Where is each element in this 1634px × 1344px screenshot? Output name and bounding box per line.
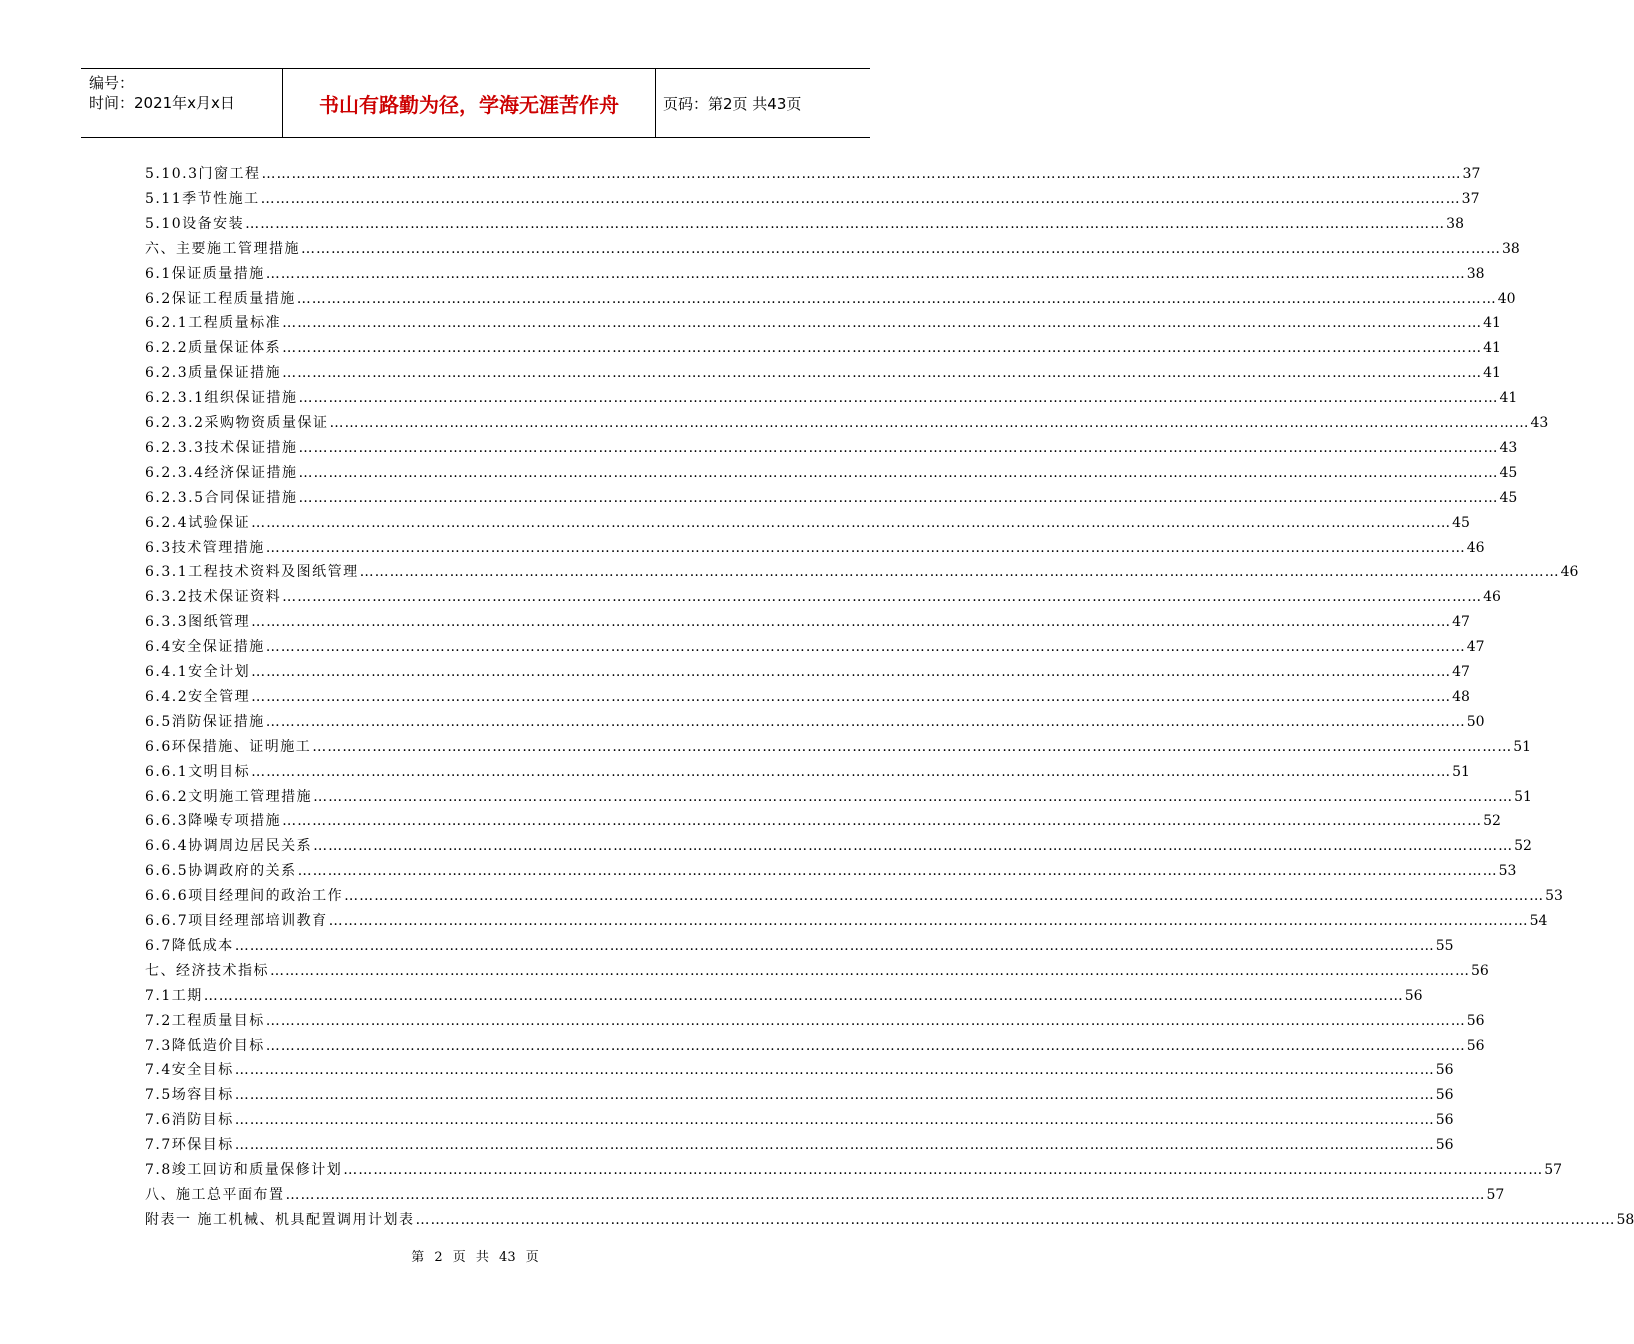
toc-entry-title: 6.7降低成本: [145, 937, 234, 954]
toc-entry-page: 56: [1435, 1087, 1454, 1104]
toc-entry[interactable]: [145, 783, 1532, 807]
toc-entry[interactable]: [145, 807, 1501, 831]
toc-leader-dots: ……………………………………………………………………………………………………………………………………………………………………………………………………………………: [265, 713, 1466, 730]
toc-entry-page: 52: [1483, 813, 1501, 830]
toc-entry-title: 7.8竣工回访和质量保修计划: [145, 1162, 343, 1178]
toc-entry[interactable]: [145, 459, 1518, 483]
toc-entry-page: 38: [1502, 240, 1520, 257]
toc-entry-title: 7.7环保目标: [145, 1137, 234, 1154]
toc-entry-title: 5.11季节性施工: [145, 190, 260, 207]
toc-entry-page: 56: [1466, 1012, 1485, 1029]
toc-leader-dots: ……………………………………………………………………………………………………………………………………………………………………………………………………………………: [285, 1186, 1486, 1203]
toc-leader-dots: ……………………………………………………………………………………………………………………………………………………………………………………………………………………: [265, 1012, 1466, 1029]
toc-entry-title: 附表一 施工机械、机具配置调用计划表: [145, 1211, 415, 1228]
toc-leader-dots: ……………………………………………………………………………………………………………………………………………………………………………………………………………………: [234, 1112, 1435, 1129]
toc-entry-page: 43: [1499, 439, 1518, 456]
toc-leader-dots: ……………………………………………………………………………………………………………………………………………………………………………………………………………………: [298, 464, 1499, 481]
toc-leader-dots: ……………………………………………………………………………………………………………………………………………………………………………………………………………………: [245, 215, 1446, 232]
toc-entry-page: 45: [1452, 514, 1470, 531]
toc-entry-title: 6.1保证质量措施: [145, 265, 265, 282]
toc-entry-page: 43: [1530, 415, 1549, 431]
toc-entry[interactable]: [145, 285, 1516, 309]
toc-entry-page: 45: [1499, 489, 1518, 506]
toc-entry-title: 六、主要施工管理措施: [145, 240, 300, 257]
toc-entry-title: 6.6.6项目经理间的政治工作: [145, 888, 344, 905]
toc-entry-page: 50: [1466, 713, 1485, 730]
toc-entry[interactable]: [145, 558, 1579, 582]
toc-entry[interactable]: [145, 608, 1470, 632]
toc-entry-title: 5.10.3门窗工程: [145, 166, 261, 182]
toc-entry[interactable]: [145, 235, 1520, 259]
toc-entry-page: 58: [1616, 1211, 1634, 1228]
header-left: [89, 73, 235, 113]
toc-entry-title: 6.3.1工程技术资料及图纸管理: [145, 564, 359, 581]
toc-entry-title: 6.4.2安全管理: [145, 688, 251, 705]
toc-leader-dots: ……………………………………………………………………………………………………………………………………………………………………………………………………………………: [251, 688, 1452, 705]
toc-entry-page: 38: [1466, 265, 1485, 282]
toc-leader-dots: ……………………………………………………………………………………………………………………………………………………………………………………………………………………: [265, 265, 1466, 282]
toc-entry-page: 56: [1435, 1112, 1454, 1129]
toc-entry[interactable]: [145, 857, 1517, 881]
toc-entry[interactable]: [145, 982, 1423, 1006]
toc-entry-title: 6.2.3.3技术保证措施: [145, 439, 298, 456]
toc-leader-dots: ……………………………………………………………………………………………………………………………………………………………………………………………………………………: [282, 813, 1483, 830]
toc-entry[interactable]: [145, 210, 1464, 234]
toc-entry-title: 6.4安全保证措施: [145, 639, 265, 656]
toc-entry[interactable]: [145, 434, 1518, 458]
toc-entry-page: 51: [1514, 788, 1532, 805]
toc-entry-page: 55: [1435, 937, 1454, 954]
toc-entry-page: 51: [1452, 763, 1470, 780]
toc-entry-title: 5.10设备安装: [145, 215, 245, 232]
toc-leader-dots: ……………………………………………………………………………………………………………………………………………………………………………………………………………………: [328, 913, 1529, 929]
toc-entry-title: 6.6.5协调政府的关系: [145, 863, 297, 880]
toc-entry[interactable]: [145, 633, 1485, 657]
toc-entry-page: 47: [1466, 639, 1485, 656]
toc-entry[interactable]: [145, 583, 1501, 607]
toc-entry[interactable]: [145, 1081, 1454, 1105]
toc-entry-page: 46: [1466, 539, 1485, 556]
toc-leader-dots: ……………………………………………………………………………………………………………………………………………………………………………………………………………………: [343, 1162, 1544, 1178]
toc-entry[interactable]: [145, 1056, 1454, 1080]
toc-entry[interactable]: [145, 1181, 1505, 1205]
toc-leader-dots: ……………………………………………………………………………………………………………………………………………………………………………………………………………………: [234, 937, 1435, 954]
toc-leader-dots: ……………………………………………………………………………………………………………………………………………………………………………………………………………………: [251, 763, 1452, 780]
toc-entry-page: 54: [1529, 913, 1548, 929]
toc-leader-dots: ……………………………………………………………………………………………………………………………………………………………………………………………………………………: [415, 1211, 1616, 1228]
toc-leader-dots: ……………………………………………………………………………………………………………………………………………………………………………………………………………………: [234, 1087, 1435, 1104]
toc-entry-title: 6.2.3.2采购物资质量保证: [145, 415, 329, 431]
toc-leader-dots: ……………………………………………………………………………………………………………………………………………………………………………………………………………………: [270, 962, 1470, 979]
toc-leader-dots: ……………………………………………………………………………………………………………………………………………………………………………………………………………………: [251, 514, 1452, 531]
toc-entry-page: 53: [1498, 863, 1517, 880]
toc-entry-page: 41: [1483, 340, 1501, 357]
toc-entry-page: 46: [1483, 589, 1501, 606]
toc-entry-title: 7.5场容目标: [145, 1087, 234, 1104]
toc-entry-title: 6.6.4协调周边居民关系: [145, 838, 313, 855]
toc-entry[interactable]: [145, 409, 1549, 433]
toc-entry-page: 56: [1435, 1137, 1454, 1154]
toc-entry[interactable]: [145, 509, 1470, 533]
toc-entry[interactable]: [145, 260, 1485, 284]
toc-leader-dots: ……………………………………………………………………………………………………………………………………………………………………………………………………………………: [313, 838, 1514, 855]
toc-entry[interactable]: [145, 160, 1481, 184]
toc-entry[interactable]: [145, 359, 1501, 383]
document-number-label: 编号：: [89, 74, 135, 92]
toc-leader-dots: ……………………………………………………………………………………………………………………………………………………………………………………………………………………: [298, 439, 1499, 456]
toc-leader-dots: ……………………………………………………………………………………………………………………………………………………………………………………………………………………: [301, 240, 1501, 257]
toc-entry[interactable]: [145, 882, 1563, 906]
toc-entry-page: 45: [1499, 464, 1518, 481]
toc-leader-dots: ……………………………………………………………………………………………………………………………………………………………………………………………………………………: [298, 489, 1499, 506]
toc-entry-title: 6.4.1安全计划: [145, 664, 251, 680]
toc-leader-dots: ……………………………………………………………………………………………………………………………………………………………………………………………………………………: [203, 987, 1404, 1004]
toc-entry-page: 41: [1499, 390, 1518, 407]
toc-entry[interactable]: [145, 534, 1485, 558]
toc-leader-dots: ……………………………………………………………………………………………………………………………………………………………………………………………………………………: [234, 1062, 1435, 1079]
header-divider: [655, 69, 656, 137]
toc-leader-dots: ……………………………………………………………………………………………………………………………………………………………………………………………………………………: [282, 315, 1483, 332]
toc-entry-title: 7.1工期: [145, 987, 203, 1004]
document-date: 时间：2021年x月x日: [89, 94, 235, 112]
toc-entry-title: 7.6消防目标: [145, 1112, 234, 1129]
toc-entry-title: 6.2.3.1组织保证措施: [145, 390, 298, 407]
toc-entry-title: 6.3.2技术保证资料: [145, 589, 282, 606]
toc-entry-page: 52: [1514, 838, 1532, 855]
toc-leader-dots: ……………………………………………………………………………………………………………………………………………………………………………………………………………………: [344, 888, 1545, 905]
toc-entry-title: 7.4安全目标: [145, 1062, 234, 1079]
toc-leader-dots: ……………………………………………………………………………………………………………………………………………………………………………………………………………………: [251, 614, 1452, 631]
toc-entry[interactable]: [145, 1106, 1454, 1130]
toc-entry[interactable]: [145, 733, 1532, 757]
toc-entry[interactable]: [145, 832, 1532, 856]
toc-entry[interactable]: [145, 384, 1518, 408]
toc-entry-title: 6.2保证工程质量措施: [145, 290, 296, 307]
toc-entry[interactable]: [145, 932, 1454, 956]
toc-entry-title: 6.6.1文明目标: [145, 763, 251, 780]
toc-entry-page: 40: [1497, 290, 1516, 307]
toc-entry-title: 6.6环保措施、证明施工: [145, 738, 312, 755]
page-footer: 第 2 页 共 43 页: [411, 1250, 539, 1265]
toc-entry-page: 37: [1462, 166, 1481, 182]
toc-entry-page: 41: [1483, 315, 1501, 332]
toc-leader-dots: ……………………………………………………………………………………………………………………………………………………………………………………………………………………: [282, 340, 1483, 357]
toc-entry-page: 53: [1545, 888, 1563, 905]
toc-entry-title: 6.2.3.5合同保证措施: [145, 489, 298, 506]
toc-entry-page: 46: [1560, 564, 1579, 581]
toc-entry-title: 6.5消防保证措施: [145, 713, 265, 730]
toc-entry-title: 6.6.2文明施工管理措施: [145, 788, 313, 805]
toc-entry[interactable]: [145, 758, 1470, 782]
toc-entry[interactable]: [145, 957, 1489, 981]
toc-entry-page: 56: [1471, 962, 1489, 979]
toc-entry[interactable]: [145, 1131, 1454, 1155]
toc-entry[interactable]: [145, 1156, 1563, 1180]
toc-entry[interactable]: [145, 334, 1501, 358]
toc-entry-title: 6.6.3降噪专项措施: [145, 813, 282, 830]
toc-entry-title: 6.6.7项目经理部培训教育: [145, 913, 328, 929]
toc-entry-title: 6.2.3.4经济保证措施: [145, 464, 298, 481]
toc-entry[interactable]: [145, 683, 1470, 707]
toc-entry-title: 6.2.2质量保证体系: [145, 340, 282, 357]
toc-leader-dots: ……………………………………………………………………………………………………………………………………………………………………………………………………………………: [265, 539, 1466, 556]
toc-entry-page: 57: [1544, 1162, 1563, 1178]
toc-entry-page: 47: [1452, 664, 1470, 680]
toc-entry-page: 56: [1435, 1062, 1454, 1079]
toc-entry-title: 6.3技术管理措施: [145, 539, 265, 556]
toc-entry[interactable]: [145, 1007, 1485, 1031]
toc-entry[interactable]: [145, 708, 1485, 732]
toc-leader-dots: ……………………………………………………………………………………………………………………………………………………………………………………………………………………: [312, 738, 1513, 755]
toc-entry-title: 7.3降低造价目标: [145, 1037, 265, 1054]
toc-leader-dots: ……………………………………………………………………………………………………………………………………………………………………………………………………………………: [234, 1137, 1435, 1154]
toc-entry-page: 41: [1483, 365, 1501, 382]
toc-entry-title: 7.2工程质量目标: [145, 1012, 265, 1029]
toc-entry-title: 6.2.1工程质量标准: [145, 315, 282, 332]
toc-entry[interactable]: [145, 484, 1518, 508]
toc-entry-page: 38: [1446, 215, 1464, 232]
toc-entry-page: 57: [1486, 1186, 1505, 1203]
toc-leader-dots: ……………………………………………………………………………………………………………………………………………………………………………………………………………………: [251, 664, 1452, 680]
toc-entry[interactable]: [145, 185, 1480, 209]
toc-entry-page: 56: [1466, 1037, 1485, 1054]
toc-leader-dots: ……………………………………………………………………………………………………………………………………………………………………………………………………………………: [297, 863, 1498, 880]
toc-leader-dots: ……………………………………………………………………………………………………………………………………………………………………………………………………………………: [298, 390, 1499, 407]
toc-entry[interactable]: [145, 907, 1548, 931]
toc-entry-title: 七、经济技术指标: [145, 962, 269, 979]
toc-leader-dots: ……………………………………………………………………………………………………………………………………………………………………………………………………………………: [260, 190, 1461, 207]
toc-leader-dots: ……………………………………………………………………………………………………………………………………………………………………………………………………………………: [282, 589, 1483, 606]
header-page-info: 页码：第2页 共43页: [663, 94, 802, 113]
toc-leader-dots: ……………………………………………………………………………………………………………………………………………………………………………………………………………………: [329, 415, 1530, 431]
toc-leader-dots: ……………………………………………………………………………………………………………………………………………………………………………………………………………………: [313, 788, 1514, 805]
toc-entry[interactable]: [145, 309, 1501, 333]
toc-leader-dots: ……………………………………………………………………………………………………………………………………………………………………………………………………………………: [265, 639, 1466, 656]
toc-entry-page: 37: [1461, 190, 1480, 207]
toc-entry-title: 6.2.3质量保证措施: [145, 365, 282, 382]
toc-leader-dots: ……………………………………………………………………………………………………………………………………………………………………………………………………………………: [261, 166, 1462, 182]
toc-entry-title: 6.3.3图纸管理: [145, 614, 251, 631]
header-motto: 书山有路勤为径，学海无涯苦作舟: [319, 92, 619, 117]
toc-leader-dots: ……………………………………………………………………………………………………………………………………………………………………………………………………………………: [296, 290, 1497, 307]
toc-entry[interactable]: [145, 658, 1470, 682]
toc-leader-dots: ……………………………………………………………………………………………………………………………………………………………………………………………………………………: [282, 365, 1483, 382]
toc-entry-page: 48: [1452, 688, 1470, 705]
toc-entry-page: 47: [1452, 614, 1470, 631]
toc-entry-page: 51: [1513, 738, 1532, 755]
toc-entry-title: 6.2.4试验保证: [145, 514, 251, 531]
toc-leader-dots: ……………………………………………………………………………………………………………………………………………………………………………………………………………………: [359, 564, 1560, 581]
page-header: [81, 68, 870, 138]
toc-entry-page: 56: [1404, 987, 1423, 1004]
toc-leader-dots: ……………………………………………………………………………………………………………………………………………………………………………………………………………………: [265, 1037, 1466, 1054]
toc-entry-title: 八、施工总平面布置: [145, 1186, 285, 1203]
toc-entry[interactable]: [145, 1206, 1634, 1230]
toc-entry[interactable]: [145, 1032, 1485, 1056]
